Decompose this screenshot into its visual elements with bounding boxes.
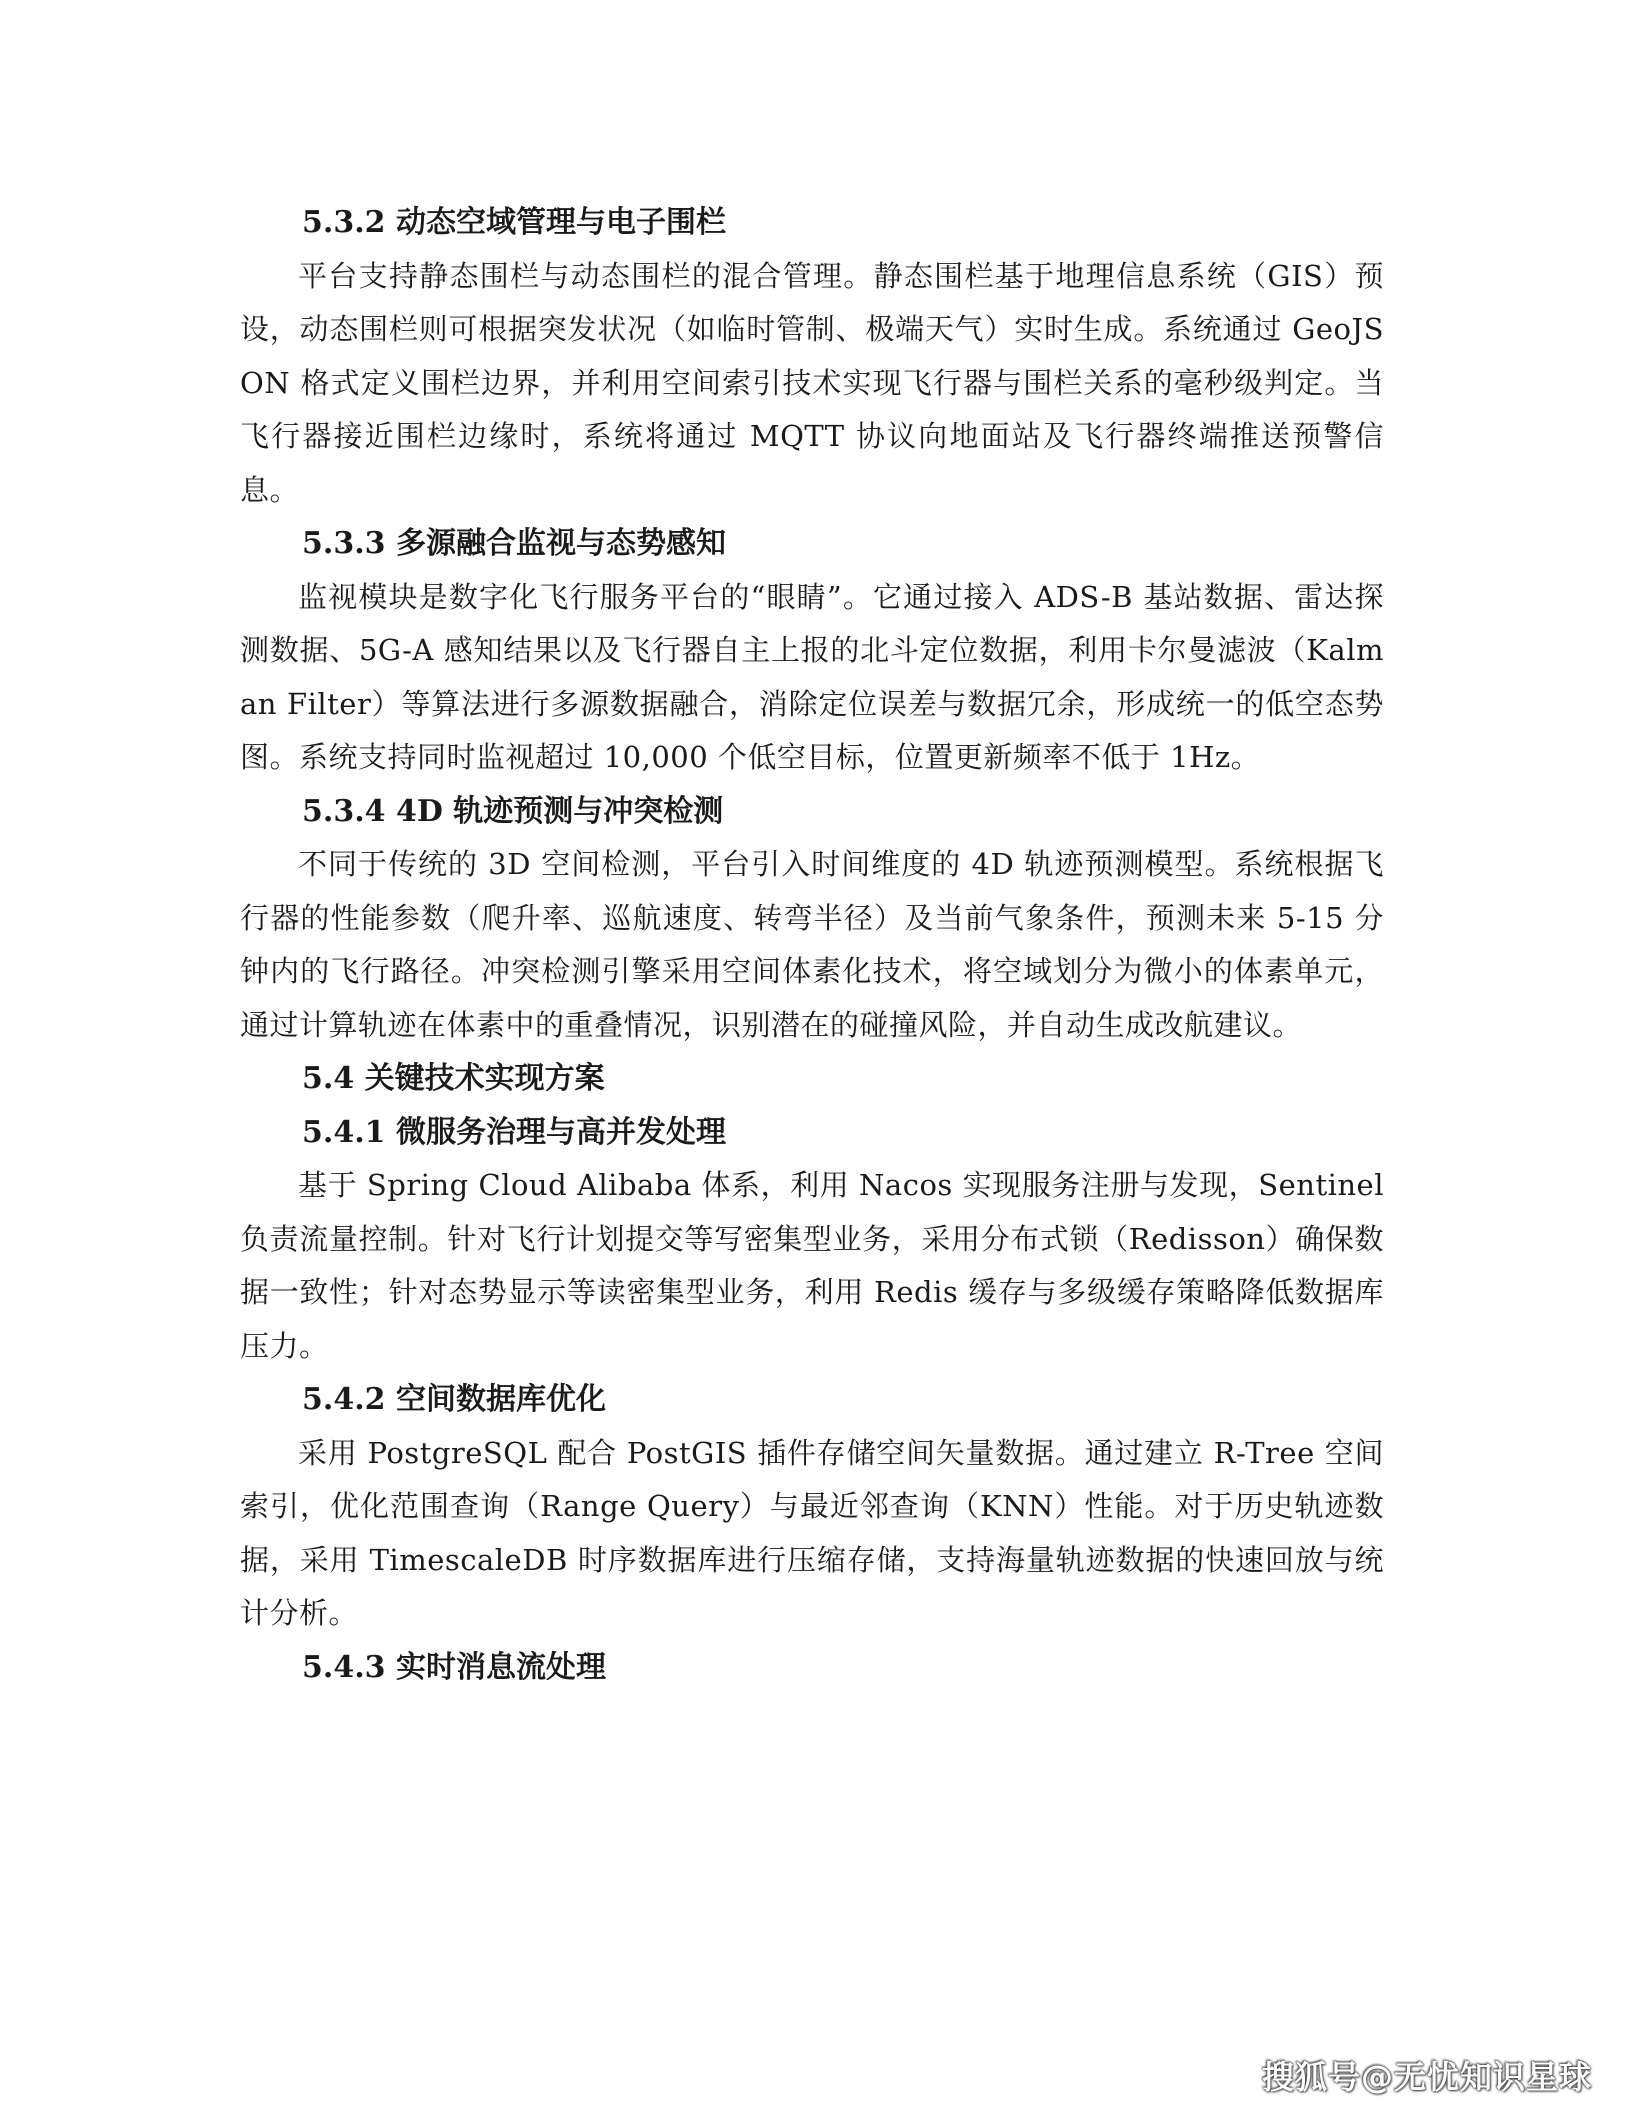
section-paragraph-532: 平台支持静态围栏与动态围栏的混合管理。静态围栏基于地理信息系统（GIS）预设，动态围栏则可根据突发状况（如临时管制、极端天气）实时生成。系统通过 GeoJSON 格式定义围栏边界，并利用空间索引技术实现飞行器与围栏关系的毫秒级判定。当飞行器接近围栏边缘时，系统将通过 MQTT 协议向地面站及飞行器终端推送预警信息。 [240,258,1384,507]
section-heading-532: 5.3.2 动态空域管理与电子围栏 [302,205,726,240]
section-heading-54: 5.4 关键技术实现方案 [302,1061,605,1096]
section-heading-533: 5.3.3 多源融合监视与态势感知 [302,526,726,561]
section-paragraph-542: 采用 PostgreSQL 配合 PostGIS 插件存储空间矢量数据。通过建立 R-Tree 空间索引，优化范围查询（Range Query）与最近邻查询（KNN）性能。对于历史轨迹数据，采用 TimescaleDB 时序数据库进行压缩存储，支持海量轨迹数据的快速回放与统计分析。 [240,1435,1384,1630]
section-paragraph-534: 不同于传统的 3D 空间检测，平台引入时间维度的 4D 轨迹预测模型。系统根据飞行器的性能参数（爬升率、巡航速度、转弯半径）及当前气象条件，预测未来 5-15 分钟内的飞行路径。冲突检测引擎采用空间体素化技术，将空域划分为微小的体素单元，通过计算轨迹在体素中的重叠情况，识别潜在的碰撞风险，并自动生成改航建议。 [240,847,1384,1042]
section-heading-541: 5.4.1 微服务治理与高并发处理 [302,1114,726,1150]
section-heading-534: 5.3.4 4D 轨迹预测与冲突检测 [302,793,724,829]
watermark-text: 搜狐号@无忧知识星球 [1261,2058,1592,2096]
section-heading-543: 5.4.3 实时消息流处理 [302,1649,606,1685]
section-heading-542: 5.4.2 空间数据库优化 [302,1382,606,1417]
section-paragraph-533: 监视模块是数字化飞行服务平台的“眼睛”。它通过接入 ADS-B 基站数据、雷达探测数据、5G-A 感知结果以及飞行器自主上报的北斗定位数据，利用卡尔曼滤波（Kalman Filter）等算法进行多源数据融合，消除定位误差与数据冗余，形成统一的低空态势图。系统支持同时监视超过 10,000 个低空目标，位置更新频率不低于 1Hz。 [240,579,1384,774]
section-paragraph-541: 基于 Spring Cloud Alibaba 体系，利用 Nacos 实现服务注册与发现，Sentinel 负责流量控制。针对飞行计划提交等写密集型业务，采用分布式锁（Redisson）确保数据一致性；针对态势显示等读密集型业务，利用 Redis 缓存与多级缓存策略降低数据库压力。 [240,1168,1384,1363]
document-page [240,196,1384,1694]
